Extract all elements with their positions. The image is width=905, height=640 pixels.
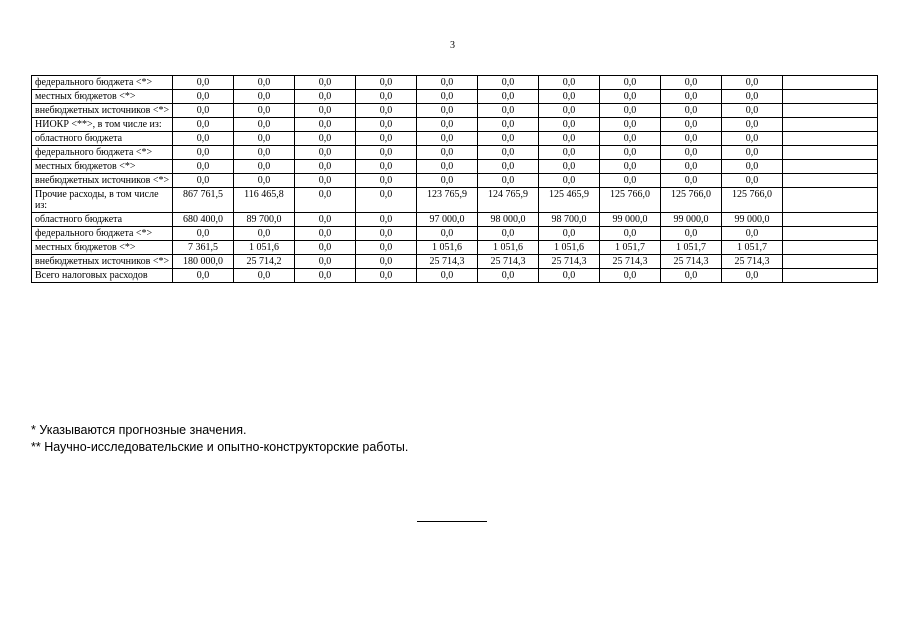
value-cell: 0,0 [478,174,539,188]
value-cell: 1 051,7 [661,241,722,255]
empty-cell [783,213,878,227]
table-row [32,174,878,188]
value-cell: 0,0 [600,160,661,174]
value-cell: 0,0 [539,118,600,132]
table-row [32,269,878,283]
value-cell: 25 714,3 [417,255,478,269]
value-cell: 0,0 [661,118,722,132]
value-cell: 0,0 [295,241,356,255]
value-cell: 0,0 [356,174,417,188]
value-cell: 0,0 [661,227,722,241]
row-label: Прочие расходы, в том числе из: [32,188,173,213]
row-label: внебюджетных источников <*> [32,174,173,188]
value-cell: 0,0 [417,160,478,174]
value-cell: 0,0 [356,227,417,241]
value-cell: 180 000,0 [173,255,234,269]
value-cell: 0,0 [173,90,234,104]
value-cell: 0,0 [417,118,478,132]
value-cell: 0,0 [234,104,295,118]
value-cell: 0,0 [600,132,661,146]
value-cell: 0,0 [661,269,722,283]
value-cell: 0,0 [356,241,417,255]
value-cell: 0,0 [661,174,722,188]
value-cell: 7 361,5 [173,241,234,255]
value-cell: 0,0 [661,104,722,118]
empty-cell [783,90,878,104]
value-cell: 0,0 [417,227,478,241]
value-cell: 0,0 [417,174,478,188]
value-cell: 0,0 [234,227,295,241]
value-cell: 0,0 [356,76,417,90]
value-cell: 867 761,5 [173,188,234,213]
footnotes [31,422,408,456]
table-row [32,241,878,255]
value-cell: 0,0 [295,227,356,241]
row-label: внебюджетных источников <*> [32,255,173,269]
value-cell: 0,0 [173,160,234,174]
value-cell: 0,0 [295,213,356,227]
value-cell: 0,0 [661,160,722,174]
value-cell: 0,0 [417,76,478,90]
value-cell: 0,0 [173,118,234,132]
value-cell: 0,0 [417,269,478,283]
empty-cell [783,174,878,188]
value-cell: 99 000,0 [661,213,722,227]
value-cell: 0,0 [234,118,295,132]
empty-cell [783,146,878,160]
value-cell: 0,0 [234,90,295,104]
value-cell: 125 766,0 [661,188,722,213]
value-cell: 0,0 [722,174,783,188]
value-cell: 0,0 [295,160,356,174]
table-row [32,146,878,160]
table-row [32,104,878,118]
value-cell: 0,0 [173,227,234,241]
value-cell: 0,0 [600,269,661,283]
value-cell: 0,0 [539,132,600,146]
end-divider [417,521,487,522]
value-cell: 0,0 [356,104,417,118]
value-cell: 0,0 [173,174,234,188]
value-cell: 99 000,0 [600,213,661,227]
empty-cell [783,269,878,283]
value-cell: 0,0 [173,146,234,160]
value-cell: 0,0 [234,146,295,160]
value-cell: 0,0 [722,132,783,146]
value-cell: 0,0 [417,90,478,104]
value-cell: 0,0 [600,118,661,132]
value-cell: 0,0 [173,132,234,146]
row-label: местных бюджетов <*> [32,241,173,255]
value-cell: 0,0 [539,90,600,104]
value-cell: 25 714,3 [478,255,539,269]
value-cell: 0,0 [356,269,417,283]
value-cell: 0,0 [234,160,295,174]
value-cell: 0,0 [173,269,234,283]
value-cell: 25 714,3 [661,255,722,269]
row-label: федерального бюджета <*> [32,76,173,90]
row-label: НИОКР <**>, в том числе из: [32,118,173,132]
value-cell: 124 765,9 [478,188,539,213]
value-cell: 0,0 [478,227,539,241]
value-cell: 1 051,7 [722,241,783,255]
value-cell: 89 700,0 [234,213,295,227]
value-cell: 0,0 [722,269,783,283]
value-cell: 0,0 [295,90,356,104]
value-cell: 123 765,9 [417,188,478,213]
empty-cell [783,118,878,132]
value-cell: 0,0 [173,76,234,90]
row-label: местных бюджетов <*> [32,160,173,174]
empty-cell [783,255,878,269]
footnote-forecast: * Указываются прогнозные значения. [31,423,247,437]
value-cell: 0,0 [722,76,783,90]
value-cell: 0,0 [722,227,783,241]
value-cell: 1 051,7 [600,241,661,255]
value-cell: 97 000,0 [417,213,478,227]
value-cell: 0,0 [661,146,722,160]
value-cell: 0,0 [417,132,478,146]
table-row [32,132,878,146]
value-cell: 0,0 [295,269,356,283]
value-cell: 1 051,6 [539,241,600,255]
table-row [32,213,878,227]
row-label: Всего налоговых расходов [32,269,173,283]
empty-cell [783,104,878,118]
value-cell: 0,0 [295,132,356,146]
row-label: федерального бюджета <*> [32,146,173,160]
value-cell: 0,0 [539,104,600,118]
value-cell: 0,0 [539,146,600,160]
value-cell: 1 051,6 [417,241,478,255]
value-cell: 0,0 [234,132,295,146]
value-cell: 0,0 [478,269,539,283]
value-cell: 0,0 [661,76,722,90]
value-cell: 0,0 [356,132,417,146]
value-cell: 0,0 [417,104,478,118]
value-cell: 0,0 [356,118,417,132]
empty-cell [783,132,878,146]
empty-cell [783,227,878,241]
value-cell: 0,0 [600,76,661,90]
value-cell: 0,0 [295,76,356,90]
value-cell: 0,0 [600,146,661,160]
value-cell: 0,0 [478,118,539,132]
value-cell: 0,0 [722,146,783,160]
row-label: областного бюджета [32,213,173,227]
value-cell: 0,0 [722,90,783,104]
table-row [32,188,878,213]
value-cell: 0,0 [295,146,356,160]
value-cell: 125 766,0 [722,188,783,213]
value-cell: 1 051,6 [478,241,539,255]
value-cell: 0,0 [539,160,600,174]
value-cell: 0,0 [173,104,234,118]
value-cell: 0,0 [722,104,783,118]
value-cell: 0,0 [356,90,417,104]
value-cell: 0,0 [539,269,600,283]
value-cell: 1 051,6 [234,241,295,255]
table-body [32,76,878,283]
value-cell: 0,0 [295,174,356,188]
row-label: местных бюджетов <*> [32,90,173,104]
value-cell: 0,0 [722,160,783,174]
value-cell: 0,0 [356,146,417,160]
value-cell: 0,0 [234,269,295,283]
table-row [32,90,878,104]
table-row [32,118,878,132]
value-cell: 0,0 [356,160,417,174]
value-cell: 0,0 [295,188,356,213]
table-row [32,160,878,174]
page-number: 3 [450,40,455,51]
value-cell: 0,0 [539,76,600,90]
value-cell: 0,0 [295,104,356,118]
value-cell: 116 465,8 [234,188,295,213]
row-label: внебюджетных источников <*> [32,104,173,118]
value-cell: 0,0 [234,174,295,188]
value-cell: 0,0 [600,90,661,104]
value-cell: 125 766,0 [600,188,661,213]
footnote-niokr: ** Научно-исследовательские и опытно-конструкторские работы. [31,440,409,454]
empty-cell [783,160,878,174]
value-cell: 25 714,3 [600,255,661,269]
value-cell: 0,0 [295,118,356,132]
value-cell: 0,0 [539,227,600,241]
value-cell: 98 700,0 [539,213,600,227]
value-cell: 0,0 [234,76,295,90]
value-cell: 0,0 [539,174,600,188]
value-cell: 0,0 [600,174,661,188]
value-cell: 0,0 [356,213,417,227]
value-cell: 0,0 [478,132,539,146]
row-label: федерального бюджета <*> [32,227,173,241]
value-cell: 0,0 [417,146,478,160]
value-cell: 0,0 [722,118,783,132]
value-cell: 0,0 [356,188,417,213]
value-cell: 99 000,0 [722,213,783,227]
budget-table [31,75,878,283]
value-cell: 25 714,2 [234,255,295,269]
empty-cell [783,76,878,90]
empty-cell [783,241,878,255]
table-row [32,76,878,90]
value-cell: 98 000,0 [478,213,539,227]
table-row [32,227,878,241]
value-cell: 0,0 [661,132,722,146]
value-cell: 680 400,0 [173,213,234,227]
value-cell: 0,0 [478,104,539,118]
value-cell: 0,0 [600,104,661,118]
value-cell: 0,0 [478,76,539,90]
value-cell: 25 714,3 [539,255,600,269]
value-cell: 25 714,3 [722,255,783,269]
empty-cell [783,188,878,213]
value-cell: 0,0 [661,90,722,104]
table-row [32,255,878,269]
value-cell: 125 465,9 [539,188,600,213]
value-cell: 0,0 [478,146,539,160]
value-cell: 0,0 [295,255,356,269]
value-cell: 0,0 [356,255,417,269]
value-cell: 0,0 [478,90,539,104]
value-cell: 0,0 [478,160,539,174]
row-label: областного бюджета [32,132,173,146]
value-cell: 0,0 [600,227,661,241]
